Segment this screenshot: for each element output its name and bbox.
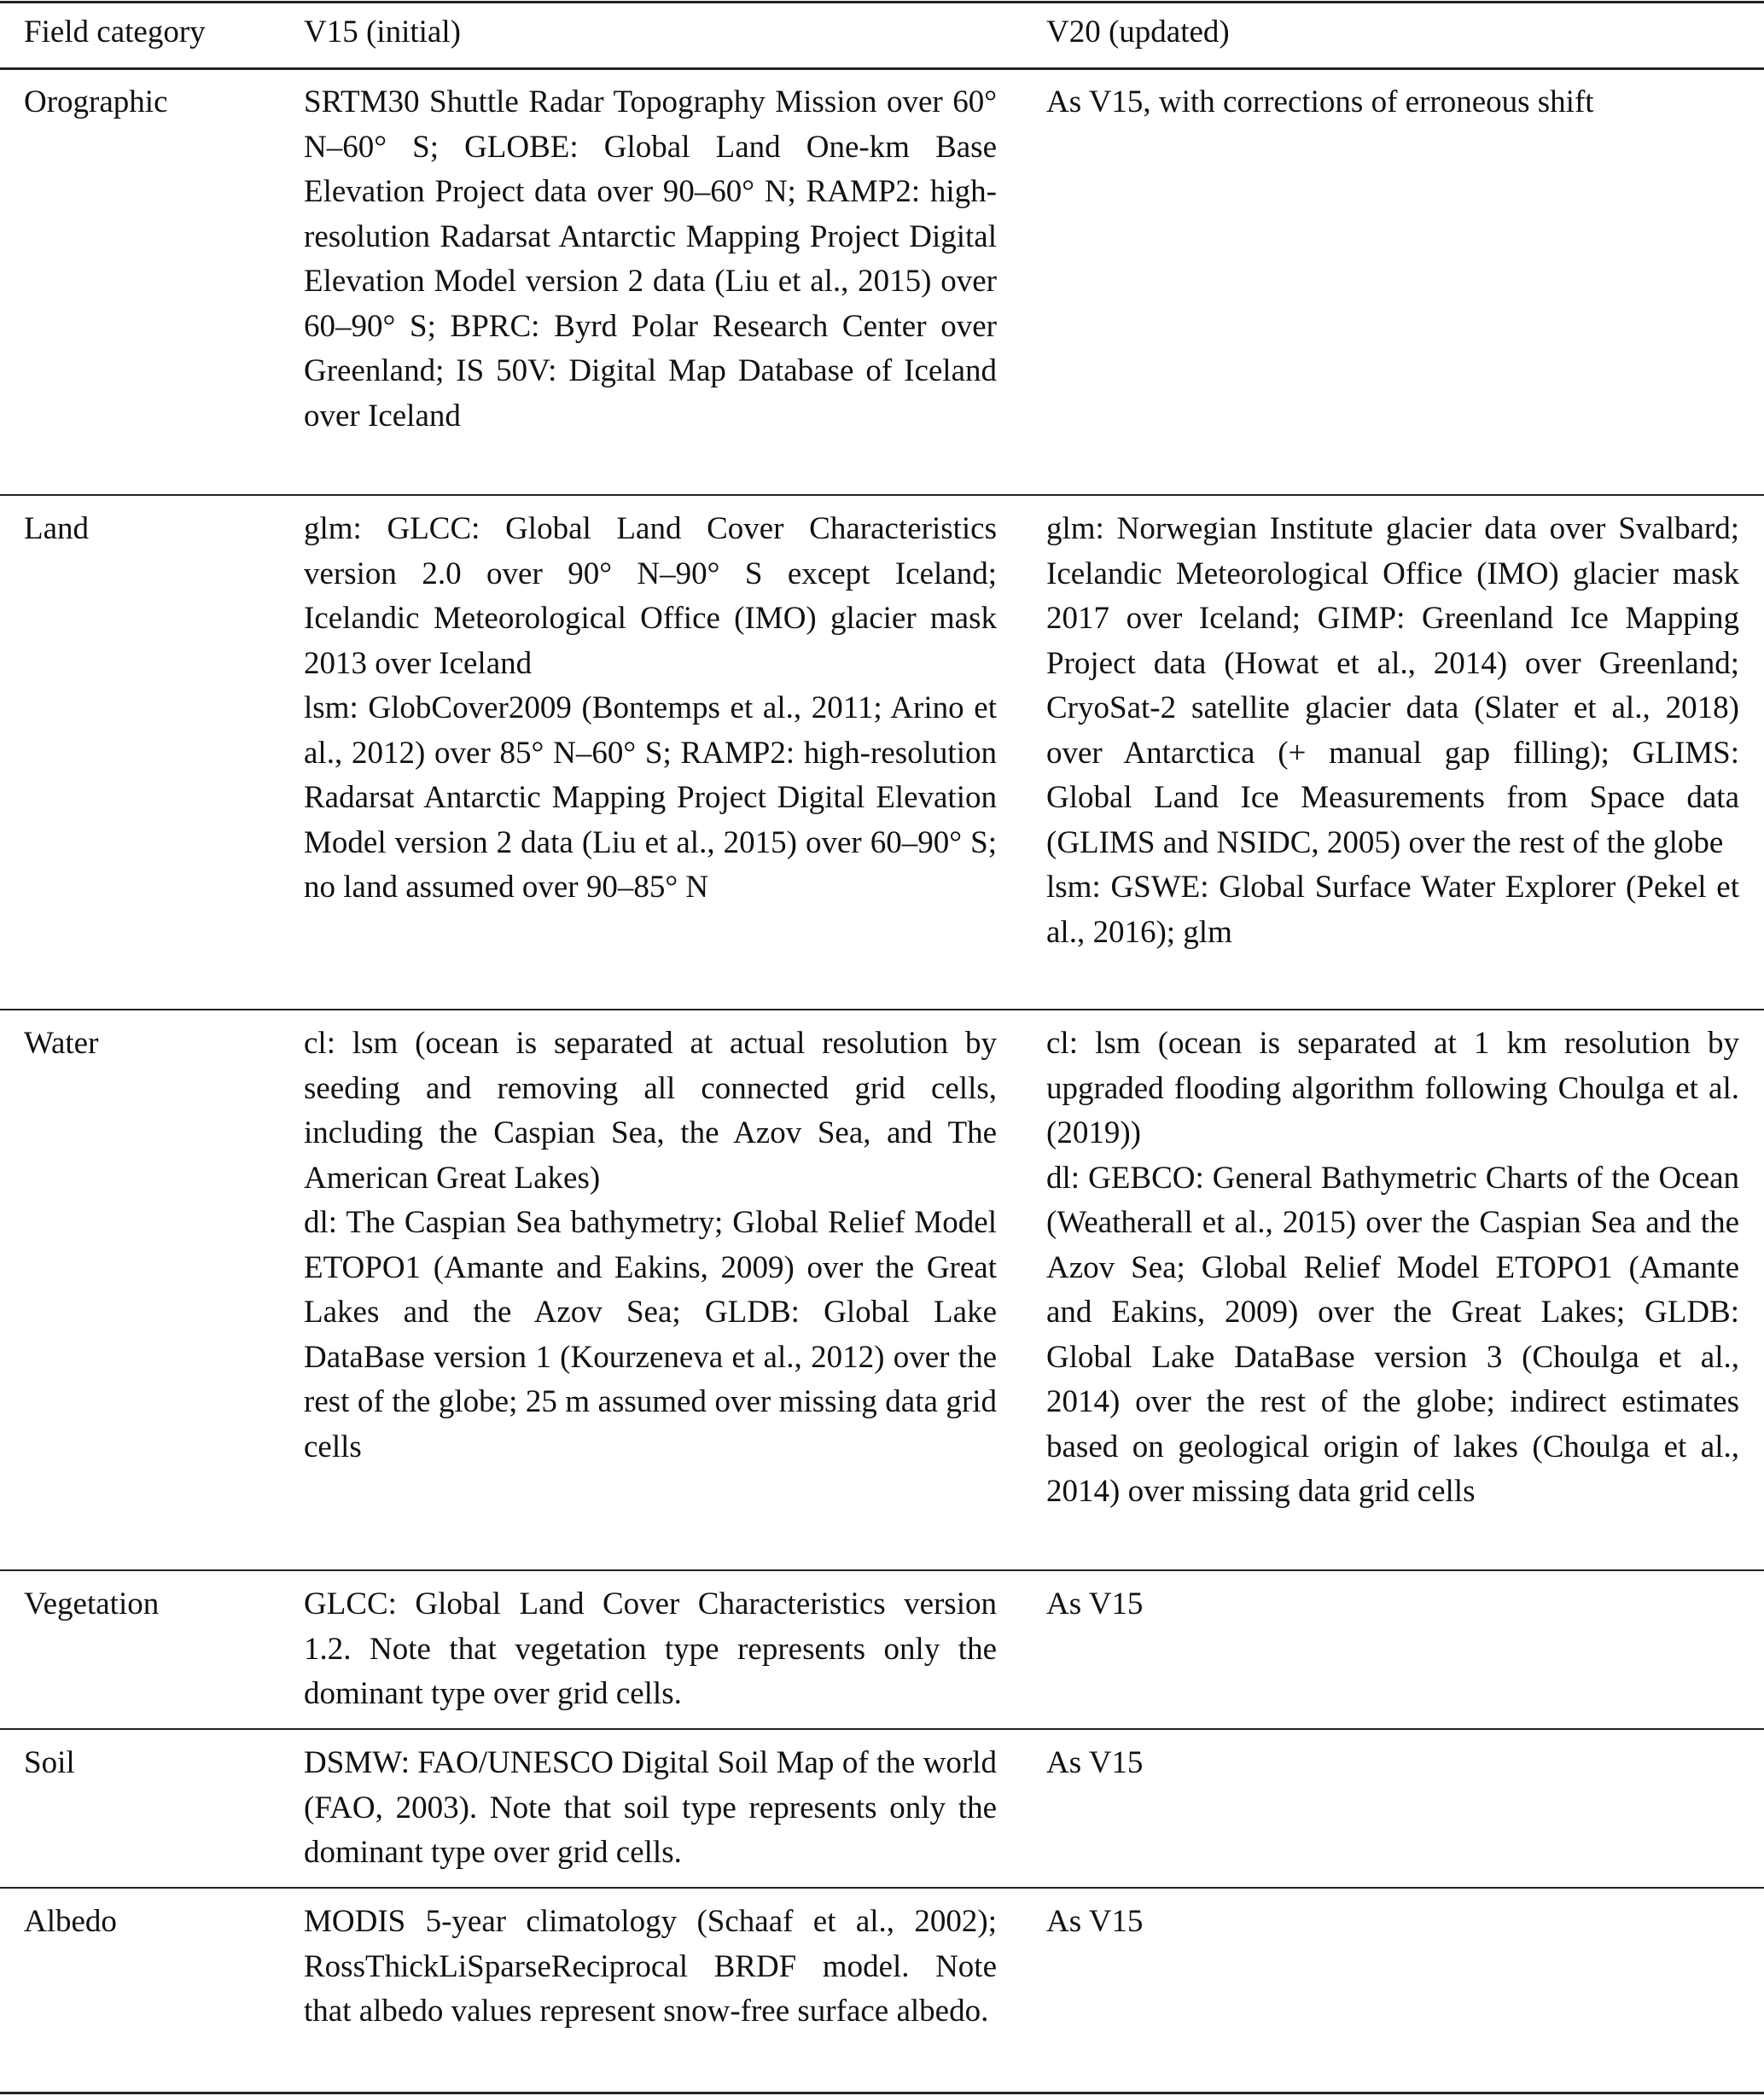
row-category: Water xyxy=(24,1026,99,1061)
row-divider xyxy=(0,1569,1764,1571)
header-v20: V20 (updated) xyxy=(1046,15,1230,49)
row-divider xyxy=(0,1887,1764,1889)
row-v20-cl-text: cl: lsm (ocean is separated at 1 km resolution by upgraded flooding algorithm following Choulga et al. (2019)) xyxy=(1046,1026,1739,1150)
row-divider xyxy=(0,1009,1764,1010)
row-v15-cell xyxy=(304,1022,997,1470)
row-v15-lsm-text: lsm: GlobCover2009 (Bontemps et al., 2011; Arino et al., 2012) over 85° N–60° S; RAMP2: high-resolution Radarsat Antarctic Mapping Project Digital Elevation Model version 2 data (Liu et al., 2015) over 60–90° S; no land assumed over 90–85° N xyxy=(304,690,997,905)
row-v15-text: MODIS 5-year climatology (Schaaf et al., 2002); RossThickLiSparseReciprocal BRDF model. Note that albedo values represent snow-free surface albedo. xyxy=(304,1904,997,2029)
row-v20-text: As V15 xyxy=(1046,1904,1144,1939)
row-v20-cell xyxy=(1046,507,1739,955)
row-category: Land xyxy=(24,511,90,546)
row-v20-text: As V15, with corrections of erroneous shift xyxy=(1046,84,1594,119)
row-category: Soil xyxy=(24,1745,75,1780)
row-v15-text: GLCC: Global Land Cover Characteristics version 1.2. Note that vegetation type represents only the dominant type over grid cells. xyxy=(304,1587,997,1711)
row-v20-cell xyxy=(1046,1022,1739,1515)
row-v20-text: As V15 xyxy=(1046,1587,1144,1621)
row-v15-cell xyxy=(304,507,997,911)
row-divider xyxy=(0,494,1764,496)
header-field-category: Field category xyxy=(24,15,206,49)
row-v20-text: As V15 xyxy=(1046,1745,1144,1780)
header-rule xyxy=(0,67,1764,70)
row-v20-lsm-text: lsm: GSWE: Global Surface Water Explorer (Pekel et al., 2016); glm xyxy=(1046,870,1739,950)
row-v15-text: SRTM30 Shuttle Radar Topography Mission over 60° N–60° S; GLOBE: Global Land One-km Base Elevation Project data over 90–60° N; RAMP2: high-resolution Radarsat Antarctic Mapping Project Digital Elevation Model version 2 data (Liu et al., 2015) over 60–90° S; BPRC: Byrd Polar Research Center over Greenland; IS 50V: Digital Map Database of Iceland over Iceland xyxy=(304,84,997,434)
bottom-rule xyxy=(0,2092,1764,2094)
row-v15-text: DSMW: FAO/UNESCO Digital Soil Map of the world (FAO, 2003). Note that soil type represents only the dominant type over grid cells. xyxy=(304,1745,997,1870)
row-category: Orographic xyxy=(24,84,168,119)
row-v20-dl-text: dl: GEBCO: General Bathymetric Charts of the Ocean (Weatherall et al., 2015) over the Caspian Sea and the Azov Sea; Global Relief Model ETOPO1 (Amante and Eakins, 2009) over the Great Lakes; GLDB: Global Lake DataBase version 3 (Choulga et al., 2014) over the rest of the globe; indirect estimates based on geological origin of lakes (Choulga et al., 2014) over missing data grid cells xyxy=(1046,1160,1739,1509)
header-v15: V15 (initial) xyxy=(304,15,461,49)
row-category: Vegetation xyxy=(24,1587,160,1621)
row-v15-glm-text: glm: GLCC: Global Land Cover Characteristics version 2.0 over 90° N–90° S except Iceland; Icelandic Meteorological Office (IMO) glacier mask 2013 over Iceland xyxy=(304,511,997,681)
row-v20-glm-text: glm: Norwegian Institute glacier data over Svalbard; Icelandic Meteorological Office (IMO) glacier mask 2017 over Iceland; GIMP: Greenland Ice Mapping Project data (Howat et al., 2014) over Greenland; CryoSat-2 satellite glacier data (Slater et al., 2018) over Antarctica (+ manual gap filling); GLIMS: Global Land Ice Measurements from Space data (GLIMS and NSIDC, 2005) over the rest of the globe xyxy=(1046,511,1739,860)
row-v15-cl-text: cl: lsm (ocean is separated at actual resolution by seeding and removing all connected grid cells, including the Caspian Sea, the Azov Sea, and The American Great Lakes) xyxy=(304,1026,997,1196)
row-category: Albedo xyxy=(24,1904,117,1939)
row-v15-dl-text: dl: The Caspian Sea bathymetry; Global Relief Model ETOPO1 (Amante and Eakins, 2009) over the Great Lakes and the Azov Sea; GLDB: Global Lake DataBase version 1 (Kourzeneva et al., 2012) over the rest of the globe; 25 m assumed over missing data grid cells xyxy=(304,1205,997,1464)
row-divider xyxy=(0,1728,1764,1730)
top-rule xyxy=(0,1,1764,3)
